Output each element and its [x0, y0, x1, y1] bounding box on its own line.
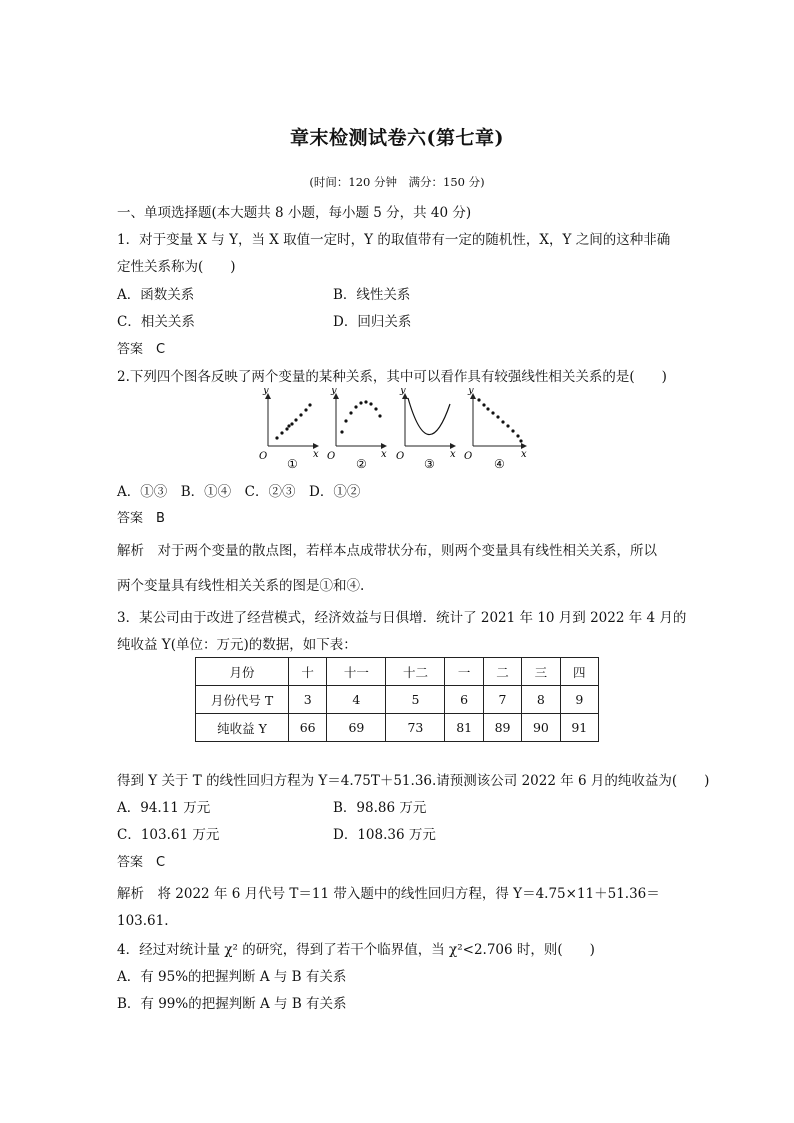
graph-2-label: ②: [356, 457, 367, 471]
table-cell: 66: [289, 714, 327, 742]
table-cell: 9: [560, 686, 598, 714]
q3-data-table: [195, 657, 599, 742]
q3-analysis-line1: 解析 将 2022 年 6 月代号 T＝11 带入题中的线性回归方程，得 Y＝4.75×11＋51.36＝: [117, 886, 660, 902]
q1-option-d: D．回归关系: [333, 314, 412, 330]
graph-4-origin: O: [464, 451, 473, 462]
graph-2-y-label: y: [331, 388, 337, 396]
table-cell: 一: [445, 658, 483, 686]
graph-1-origin: O: [259, 451, 268, 462]
q3-option-d: D．108.36 万元: [333, 827, 436, 843]
graph-4-x-label: x: [521, 449, 527, 460]
graph-2-origin: O: [327, 451, 336, 462]
table-cell: 8: [522, 686, 560, 714]
exam-info: (时间：120 分钟 满分：150 分): [309, 175, 485, 189]
table-cell: 89: [483, 714, 521, 742]
q4-stem: 4．经过对统计量 χ² 的研究，得到了若干个临界值，当 χ²<2.706 时，则( ): [117, 942, 595, 958]
table-cell: 81: [445, 714, 483, 742]
table-cell: 3: [289, 686, 327, 714]
table-cell: 三: [522, 658, 560, 686]
q3-option-a: A．94.11 万元: [117, 800, 211, 816]
graph-4: [464, 388, 527, 471]
graph-3-y-label: y: [400, 388, 406, 396]
q4-option-a: A．有 95%的把握判断 A 与 B 有关系: [117, 969, 347, 985]
table-cell: 4: [327, 686, 386, 714]
section-heading: 一、单项选择题(本大题共 8 小题，每小题 5 分，共 40 分): [117, 205, 472, 221]
graph-1-label: ①: [287, 457, 298, 471]
table-row: [196, 658, 599, 686]
q3-answer: 答案 C: [117, 855, 166, 870]
graph-3-label: ③: [424, 457, 435, 471]
table-row-header: 月份: [196, 658, 289, 686]
graph-1-y-label: y: [263, 388, 269, 396]
graph-4-y-label: y: [468, 388, 474, 396]
table-cell: 5: [386, 686, 445, 714]
q1-option-a: A．函数关系: [117, 287, 195, 303]
table-cell: 7: [483, 686, 521, 714]
graph-4-label: ④: [494, 457, 505, 471]
graph-2-x-label: x: [381, 449, 387, 460]
q1-stem-line2: 定性关系称为( ): [117, 259, 236, 275]
table-cell: 十一: [327, 658, 386, 686]
q2-scatter-graphs: [258, 388, 533, 473]
graph-1-x-label: x: [313, 449, 319, 460]
table-row: [196, 686, 599, 714]
graph-1: [259, 388, 319, 471]
q2-analysis-line1: 解析 对于两个变量的散点图，若样本点成带状分布，则两个变量具有线性相关关系，所以: [117, 543, 657, 559]
table-row: [196, 714, 599, 742]
q3-stem-line2: 纯收益 Y(单位：万元)的数据，如下表：: [117, 637, 357, 653]
q2-stem: 2.下列四个图各反映了两个变量的某种关系，其中可以看作具有较强线性相关关系的是( ): [117, 369, 667, 385]
table-row-header: 月份代号 T: [196, 686, 289, 714]
table-cell: 90: [522, 714, 560, 742]
table-cell: 73: [386, 714, 445, 742]
q3-stem-line1: 3．某公司由于改进了经营模式，经济效益与日俱增．统计了 2021 年 10 月到 2022 年 4 月的: [117, 610, 687, 626]
q4-option-b: B．有 99%的把握判断 A 与 B 有关系: [117, 996, 347, 1012]
page-title: 章末检测试卷六(第七章): [290, 127, 504, 149]
table-cell: 四: [560, 658, 598, 686]
graph-3: [396, 388, 456, 471]
q1-stem-line1: 1．对于变量 X 与 Y，当 X 取值一定时，Y 的取值带有一定的随机性，X，Y 之间的这种非确: [117, 232, 671, 248]
table-cell: 十: [289, 658, 327, 686]
q3-stem-line3: 得到 Y 关于 T 的线性回归方程为 Y＝4.75T＋51.36.请预测该公司 2022 年 6 月的纯收益为( ): [117, 773, 710, 789]
q1-option-c: C．相关关系: [117, 314, 195, 330]
q2-options: A．①③ B．①④ C．②③ D．①②: [117, 484, 361, 500]
graph-3-origin: O: [396, 451, 405, 462]
q1-answer: 答案 C: [117, 342, 166, 357]
q2-answer: 答案 B: [117, 511, 165, 526]
q3-analysis-line2: 103.61.: [117, 913, 169, 929]
table-cell: 91: [560, 714, 598, 742]
q2-analysis-line2: 两个变量具有线性相关关系的图是①和④.: [117, 578, 365, 594]
graph-2: [327, 388, 387, 471]
table-cell: 6: [445, 686, 483, 714]
graph-3-x-label: x: [450, 449, 456, 460]
table-cell: 十二: [386, 658, 445, 686]
table-row-header: 纯收益 Y: [196, 714, 289, 742]
q3-option-c: C．103.61 万元: [117, 827, 220, 843]
table-cell: 69: [327, 714, 386, 742]
q3-option-b: B．98.86 万元: [333, 800, 427, 816]
table-cell: 二: [483, 658, 521, 686]
q1-option-b: B．线性关系: [333, 287, 411, 303]
